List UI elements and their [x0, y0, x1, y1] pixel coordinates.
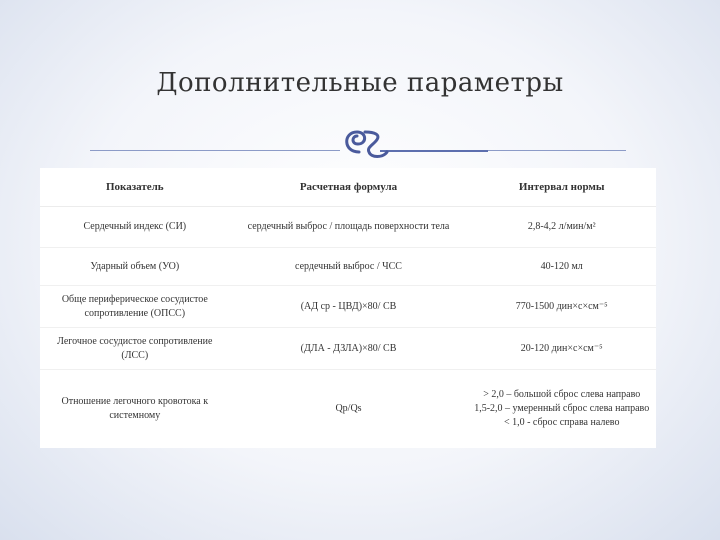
header-indicator: Показатель [40, 168, 230, 207]
cell-formula: (АД ср - ЦВД)×80/ СВ [230, 286, 468, 328]
norm-line: 1,5-2,0 – умеренный сброс слева направо [474, 403, 650, 414]
parameters-table [40, 168, 656, 448]
header-formula: Расчетная формула [230, 168, 468, 207]
table-row [40, 286, 656, 328]
header-norm: Интервал нормы [467, 168, 656, 207]
cell-formula: сердечный выброс / ЧСС [230, 248, 468, 286]
title-divider-left [90, 150, 340, 151]
cell-indicator: Легочное сосудистое сопротивление (ЛСС) [40, 328, 230, 370]
cell-formula: (ДЛА - ДЗЛА)×80/ СВ [230, 328, 468, 370]
table-row [40, 370, 656, 449]
cell-norm: 40-120 мл [467, 248, 656, 286]
cell-norm: 20-120 дин×с×см⁻⁵ [467, 328, 656, 370]
norm-line: < 1,0 - сброс справа налево [503, 417, 620, 428]
cell-formula: сердечный выброс / площадь поверхности тела [230, 207, 468, 248]
table-row [40, 207, 656, 248]
slide-title: Дополнительные параметры [156, 68, 564, 98]
norm-line: > 2,0 – большой сброс слева направо [483, 389, 641, 400]
cell-indicator: Ударный объем (УО) [40, 248, 230, 286]
cell-norm: 2,8-4,2 л/мин/м² [467, 207, 656, 248]
scroll-ornament-icon [339, 126, 391, 166]
table-header-row [40, 168, 656, 207]
cell-indicator: Обще периферическое сосудистое сопротивление (ОПСС) [40, 286, 230, 328]
cell-formula: Qp/Qs [230, 370, 468, 449]
title-divider-accent [380, 150, 488, 152]
table-row [40, 248, 656, 286]
cell-norm: 770-1500 дин×с×см⁻⁵ [467, 286, 656, 328]
cell-norm [467, 370, 656, 449]
cell-indicator: Сердечный индекс (СИ) [40, 207, 230, 248]
table-row [40, 328, 656, 370]
cell-indicator: Отношение легочного кровотока к системному [40, 370, 230, 449]
